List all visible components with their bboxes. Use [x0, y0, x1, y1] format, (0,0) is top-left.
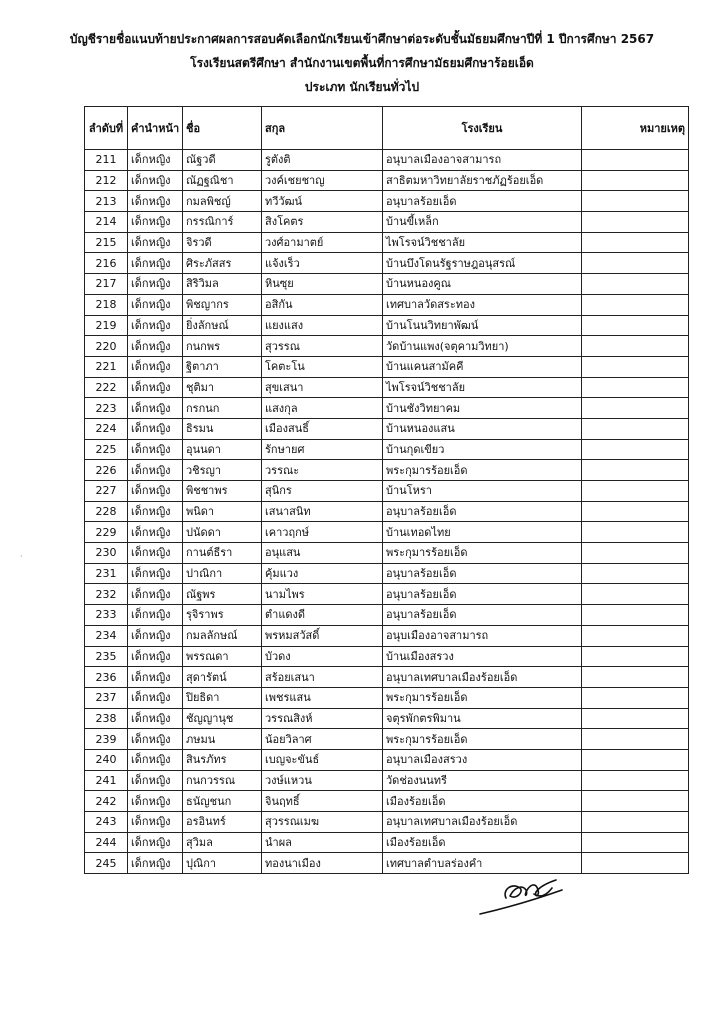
cell-title: เด็กหญิง	[128, 481, 183, 502]
cell-no: 242	[85, 791, 128, 812]
table-row	[85, 646, 689, 667]
cell-last-name: สุนิกร	[262, 481, 383, 502]
cell-title: เด็กหญิง	[128, 853, 183, 874]
cell-no: 220	[85, 336, 128, 357]
cell-no: 243	[85, 812, 128, 833]
cell-note	[582, 522, 689, 543]
cell-school: จตุรพักตรพิมาน	[383, 708, 582, 729]
category-label: ประเภท นักเรียนทั่วไป	[304, 80, 420, 94]
table-row	[85, 315, 689, 336]
signature-image	[476, 868, 566, 918]
cell-first-name: พิชชาพร	[183, 481, 262, 502]
cell-school: เทศบาลวัดสระทอง	[383, 294, 582, 315]
cell-title: เด็กหญิง	[128, 232, 183, 253]
table-row	[85, 232, 689, 253]
cell-first-name: วชิรญา	[183, 460, 262, 481]
cell-last-name: คุ้มแวง	[262, 563, 383, 584]
cell-no: 240	[85, 749, 128, 770]
cell-last-name: อสิกัน	[262, 294, 383, 315]
cell-no: 225	[85, 439, 128, 460]
cell-note	[582, 543, 689, 564]
col-header-last-name: สกุล	[262, 107, 383, 150]
cell-first-name: ณัฏฐณิชา	[183, 170, 262, 191]
cell-last-name: วงศ์อามาตย์	[262, 232, 383, 253]
cell-first-name: พิชญากร	[183, 294, 262, 315]
cell-note	[582, 212, 689, 233]
cell-title: เด็กหญิง	[128, 543, 183, 564]
cell-last-name: แจ้งเร็ว	[262, 253, 383, 274]
table-row	[85, 191, 689, 212]
table-row	[85, 398, 689, 419]
cell-first-name: กมลพิชญ์	[183, 191, 262, 212]
cell-no: 212	[85, 170, 128, 191]
cell-last-name: วงค์เชยชาญ	[262, 170, 383, 191]
signature-strokes	[480, 880, 562, 914]
cell-first-name: รุจิราพร	[183, 605, 262, 626]
cell-note	[582, 439, 689, 460]
table-row	[85, 708, 689, 729]
cell-note	[582, 667, 689, 688]
cell-note	[582, 191, 689, 212]
cell-school: ไพโรจน์วิชชาลัย	[383, 232, 582, 253]
cell-title: เด็กหญิง	[128, 336, 183, 357]
cell-school: บ้านชังวิทยาคม	[383, 398, 582, 419]
cell-title: เด็กหญิง	[128, 812, 183, 833]
cell-school: สาธิตมหาวิทยาลัยราชภัฏร้อยเอ็ด	[383, 170, 582, 191]
header-row	[85, 107, 689, 150]
cell-school: อนุบาลร้อยเอ็ด	[383, 605, 582, 626]
table-row	[85, 584, 689, 605]
cell-first-name: ชุติมา	[183, 377, 262, 398]
cell-no: 238	[85, 708, 128, 729]
cell-no: 219	[85, 315, 128, 336]
cell-title: เด็กหญิง	[128, 377, 183, 398]
cell-note	[582, 336, 689, 357]
cell-note	[582, 770, 689, 791]
cell-title: เด็กหญิง	[128, 708, 183, 729]
cell-no: 237	[85, 687, 128, 708]
cell-note	[582, 356, 689, 377]
cell-note	[582, 398, 689, 419]
cell-title: เด็กหญิง	[128, 832, 183, 853]
scan-mark: ·	[20, 552, 23, 561]
cell-note	[582, 150, 689, 171]
cell-first-name: ปนัดดา	[183, 522, 262, 543]
cell-title: เด็กหญิง	[128, 439, 183, 460]
cell-no: 226	[85, 460, 128, 481]
table-row	[85, 356, 689, 377]
cell-no: 214	[85, 212, 128, 233]
cell-note	[582, 605, 689, 626]
cell-last-name: เมืองสนธิ์	[262, 418, 383, 439]
cell-first-name: ธนัญชนก	[183, 791, 262, 812]
cell-title: เด็กหญิง	[128, 584, 183, 605]
cell-school: เมืองร้อยเอ็ด	[383, 832, 582, 853]
cell-note	[582, 170, 689, 191]
cell-school: บ้านบึงโดนรัฐราษฎอนุสรณ์	[383, 253, 582, 274]
table-row	[85, 770, 689, 791]
cell-last-name: วงษ์แหวน	[262, 770, 383, 791]
cell-school: อนุบาลร้อยเอ็ด	[383, 191, 582, 212]
cell-title: เด็กหญิง	[128, 253, 183, 274]
cell-last-name: จินฤทธิ์	[262, 791, 383, 812]
cell-school: อนุบาลร้อยเอ็ด	[383, 563, 582, 584]
cell-last-name: เบญจะขันธ์	[262, 749, 383, 770]
cell-last-name: ตำแดงดี	[262, 605, 383, 626]
cell-first-name: กนกพร	[183, 336, 262, 357]
cell-note	[582, 729, 689, 750]
cell-no: 211	[85, 150, 128, 171]
cell-note	[582, 294, 689, 315]
cell-title: เด็กหญิง	[128, 460, 183, 481]
cell-no: 245	[85, 853, 128, 874]
cell-title: เด็กหญิง	[128, 191, 183, 212]
cell-title: เด็กหญิง	[128, 729, 183, 750]
cell-first-name: ภษมน	[183, 729, 262, 750]
cell-school: พระกุมารร้อยเอ็ด	[383, 687, 582, 708]
cell-title: เด็กหญิง	[128, 356, 183, 377]
cell-last-name: นามไพร	[262, 584, 383, 605]
cell-title: เด็กหญิง	[128, 605, 183, 626]
cell-school: วัดบ้านแพง(จตุคามวิทยา)	[383, 336, 582, 357]
cell-school: บ้านหนองแสน	[383, 418, 582, 439]
table-row	[85, 605, 689, 626]
document-title: บัญชีรายชื่อแนบท้ายประกาศผลการสอบคัดเลือกนักเรียนเข้าศึกษาต่อระดับชั้นมัธยมศึกษาปีที่ 1 ปีการศึกษา 2567	[69, 32, 655, 46]
cell-first-name: สุดารัตน์	[183, 667, 262, 688]
cell-note	[582, 853, 689, 874]
cell-first-name: ธิรมน	[183, 418, 262, 439]
cell-note	[582, 791, 689, 812]
cell-school: ไพโรจน์วิชชาลัย	[383, 377, 582, 398]
cell-first-name: อุนนดา	[183, 439, 262, 460]
cell-last-name: รูตังติ	[262, 150, 383, 171]
cell-last-name: แยงแสง	[262, 315, 383, 336]
table-row	[85, 667, 689, 688]
col-header-title: คำนำหน้า	[128, 107, 183, 150]
cell-title: เด็กหญิง	[128, 315, 183, 336]
cell-title: เด็กหญิง	[128, 563, 183, 584]
cell-school: อนุบาลเทศบาลเมืองร้อยเอ็ด	[383, 812, 582, 833]
cell-first-name: ปุณิกา	[183, 853, 262, 874]
cell-no: 227	[85, 481, 128, 502]
cell-last-name: วรรณะ	[262, 460, 383, 481]
cell-first-name: สิริวิมล	[183, 274, 262, 295]
cell-school: อนุบเมืองอาจสามารถ	[383, 625, 582, 646]
table-row	[85, 336, 689, 357]
cell-title: เด็กหญิง	[128, 398, 183, 419]
cell-last-name: สร้อยเสนา	[262, 667, 383, 688]
cell-no: 229	[85, 522, 128, 543]
cell-last-name: ทองนาเมือง	[262, 853, 383, 874]
cell-title: เด็กหญิง	[128, 274, 183, 295]
cell-note	[582, 501, 689, 522]
cell-no: 231	[85, 563, 128, 584]
cell-no: 236	[85, 667, 128, 688]
cell-school: บ้านโนนวิทยาพัฒน์	[383, 315, 582, 336]
cell-last-name: แสงกุล	[262, 398, 383, 419]
col-header-note: หมายเหตุ	[582, 107, 689, 150]
cell-no: 224	[85, 418, 128, 439]
cell-first-name: ณัฐพร	[183, 584, 262, 605]
col-header-no: ลำดับที่	[85, 107, 128, 150]
cell-no: 215	[85, 232, 128, 253]
cell-note	[582, 646, 689, 667]
cell-title: เด็กหญิง	[128, 522, 183, 543]
cell-last-name: ทวีวัฒน์	[262, 191, 383, 212]
cell-last-name: หินซุย	[262, 274, 383, 295]
cell-last-name: เพชรแสน	[262, 687, 383, 708]
cell-school: อนุบาลเทศบาลเมืองร้อยเอ็ด	[383, 667, 582, 688]
cell-last-name: รักษายศ	[262, 439, 383, 460]
cell-note	[582, 315, 689, 336]
cell-first-name: พนิดา	[183, 501, 262, 522]
cell-title: เด็กหญิง	[128, 625, 183, 646]
cell-title: เด็กหญิง	[128, 501, 183, 522]
cell-no: 234	[85, 625, 128, 646]
cell-school: บ้านขี้เหล็ก	[383, 212, 582, 233]
cell-title: เด็กหญิง	[128, 749, 183, 770]
cell-no: 244	[85, 832, 128, 853]
table-row	[85, 377, 689, 398]
cell-no: 222	[85, 377, 128, 398]
cell-title: เด็กหญิง	[128, 667, 183, 688]
col-header-school: โรงเรียน	[383, 107, 582, 150]
cell-first-name: สินรภัทร	[183, 749, 262, 770]
cell-school: บ้านเมืองสรวง	[383, 646, 582, 667]
cell-title: เด็กหญิง	[128, 212, 183, 233]
table-row	[85, 501, 689, 522]
cell-note	[582, 274, 689, 295]
cell-note	[582, 232, 689, 253]
cell-note	[582, 708, 689, 729]
cell-last-name: วรรณสิงห์	[262, 708, 383, 729]
cell-no: 233	[85, 605, 128, 626]
table-body	[85, 150, 689, 874]
cell-first-name: ปาณิกา	[183, 563, 262, 584]
cell-note	[582, 418, 689, 439]
cell-school: พระกุมารร้อยเอ็ด	[383, 729, 582, 750]
cell-last-name: บัวดง	[262, 646, 383, 667]
cell-title: เด็กหญิง	[128, 418, 183, 439]
table-row	[85, 812, 689, 833]
table-row	[85, 460, 689, 481]
table-row	[85, 418, 689, 439]
cell-title: เด็กหญิง	[128, 646, 183, 667]
table-row	[85, 274, 689, 295]
cell-note	[582, 563, 689, 584]
cell-school: บ้านเทอดไทย	[383, 522, 582, 543]
cell-last-name: สุขเสนา	[262, 377, 383, 398]
cell-first-name: จิรวดี	[183, 232, 262, 253]
cell-first-name: สุวิมล	[183, 832, 262, 853]
cell-school: อนุบาลเมืองอาจสามารถ	[383, 150, 582, 171]
cell-no: 232	[85, 584, 128, 605]
cell-school: บ้านแคนสามัคคี	[383, 356, 582, 377]
table-row	[85, 212, 689, 233]
table-row	[85, 687, 689, 708]
cell-first-name: ณัฐวดี	[183, 150, 262, 171]
cell-no: 241	[85, 770, 128, 791]
cell-no: 218	[85, 294, 128, 315]
cell-title: เด็กหญิง	[128, 687, 183, 708]
cell-note	[582, 584, 689, 605]
cell-first-name: กานต์ธีรา	[183, 543, 262, 564]
cell-no: 239	[85, 729, 128, 750]
cell-no: 216	[85, 253, 128, 274]
cell-first-name: ฐิตาภา	[183, 356, 262, 377]
cell-note	[582, 460, 689, 481]
table-row	[85, 749, 689, 770]
col-header-first-name: ชื่อ	[183, 107, 262, 150]
table-row	[85, 522, 689, 543]
cell-last-name: นำผล	[262, 832, 383, 853]
cell-school: อนุบาลเมืองสรวง	[383, 749, 582, 770]
table-row	[85, 150, 689, 171]
table-row	[85, 439, 689, 460]
cell-first-name: ปิยธิดา	[183, 687, 262, 708]
table-row	[85, 170, 689, 191]
cell-title: เด็กหญิง	[128, 170, 183, 191]
cell-school: เทศบาลตำบลร่องคำ	[383, 853, 582, 874]
table-row	[85, 294, 689, 315]
table-row	[85, 832, 689, 853]
cell-first-name: ชัญญานุช	[183, 708, 262, 729]
cell-no: 213	[85, 191, 128, 212]
cell-school: บ้านกุดเขียว	[383, 439, 582, 460]
table-header	[85, 107, 689, 150]
cell-no: 228	[85, 501, 128, 522]
cell-note	[582, 749, 689, 770]
cell-note	[582, 481, 689, 502]
cell-first-name: ยิ่งลักษณ์	[183, 315, 262, 336]
cell-note	[582, 253, 689, 274]
student-list-table	[84, 106, 689, 874]
cell-last-name: เคาวฤกษ์	[262, 522, 383, 543]
school-name: โรงเรียนสตรีศึกษา สำนักงานเขตพื้นที่การศึกษามัธยมศึกษาร้อยเอ็ด	[190, 56, 534, 70]
cell-no: 221	[85, 356, 128, 377]
cell-title: เด็กหญิง	[128, 150, 183, 171]
cell-school: อนุบาลร้อยเอ็ด	[383, 501, 582, 522]
cell-school: อนุบาลร้อยเอ็ด	[383, 584, 582, 605]
cell-school: บ้านหนองคูณ	[383, 274, 582, 295]
cell-no: 235	[85, 646, 128, 667]
table-row	[85, 791, 689, 812]
cell-no: 223	[85, 398, 128, 419]
cell-last-name: สุวรรณเมฆ	[262, 812, 383, 833]
cell-note	[582, 812, 689, 833]
table-row	[85, 729, 689, 750]
cell-school: เมืองร้อยเอ็ด	[383, 791, 582, 812]
cell-note	[582, 687, 689, 708]
cell-school: วัดช่องนนทรี	[383, 770, 582, 791]
cell-no: 230	[85, 543, 128, 564]
table-row	[85, 543, 689, 564]
cell-last-name: สุวรรณ	[262, 336, 383, 357]
cell-title: เด็กหญิง	[128, 770, 183, 791]
table-row	[85, 563, 689, 584]
table-row	[85, 625, 689, 646]
cell-last-name: โคตะโน	[262, 356, 383, 377]
cell-first-name: กมลลักษณ์	[183, 625, 262, 646]
cell-last-name: พรหมสวัสดิ์	[262, 625, 383, 646]
cell-first-name: กรรณิการ์	[183, 212, 262, 233]
cell-first-name: พรรณดา	[183, 646, 262, 667]
cell-first-name: กรกนก	[183, 398, 262, 419]
table-row	[85, 481, 689, 502]
table-row	[85, 253, 689, 274]
cell-school: พระกุมารร้อยเอ็ด	[383, 543, 582, 564]
cell-first-name: ศิระภัสสร	[183, 253, 262, 274]
cell-school: บ้านโหรา	[383, 481, 582, 502]
cell-note	[582, 832, 689, 853]
cell-last-name: อนุแสน	[262, 543, 383, 564]
cell-last-name: น้อยวิลาศ	[262, 729, 383, 750]
cell-first-name: อรอินทร์	[183, 812, 262, 833]
cell-note	[582, 377, 689, 398]
cell-school: พระกุมารร้อยเอ็ด	[383, 460, 582, 481]
cell-last-name: เสนาสนิท	[262, 501, 383, 522]
cell-first-name: กนกวรรณ	[183, 770, 262, 791]
cell-title: เด็กหญิง	[128, 294, 183, 315]
cell-note	[582, 625, 689, 646]
cell-no: 217	[85, 274, 128, 295]
cell-last-name: สิงโคตร	[262, 212, 383, 233]
table-row	[85, 853, 689, 874]
cell-title: เด็กหญิง	[128, 791, 183, 812]
